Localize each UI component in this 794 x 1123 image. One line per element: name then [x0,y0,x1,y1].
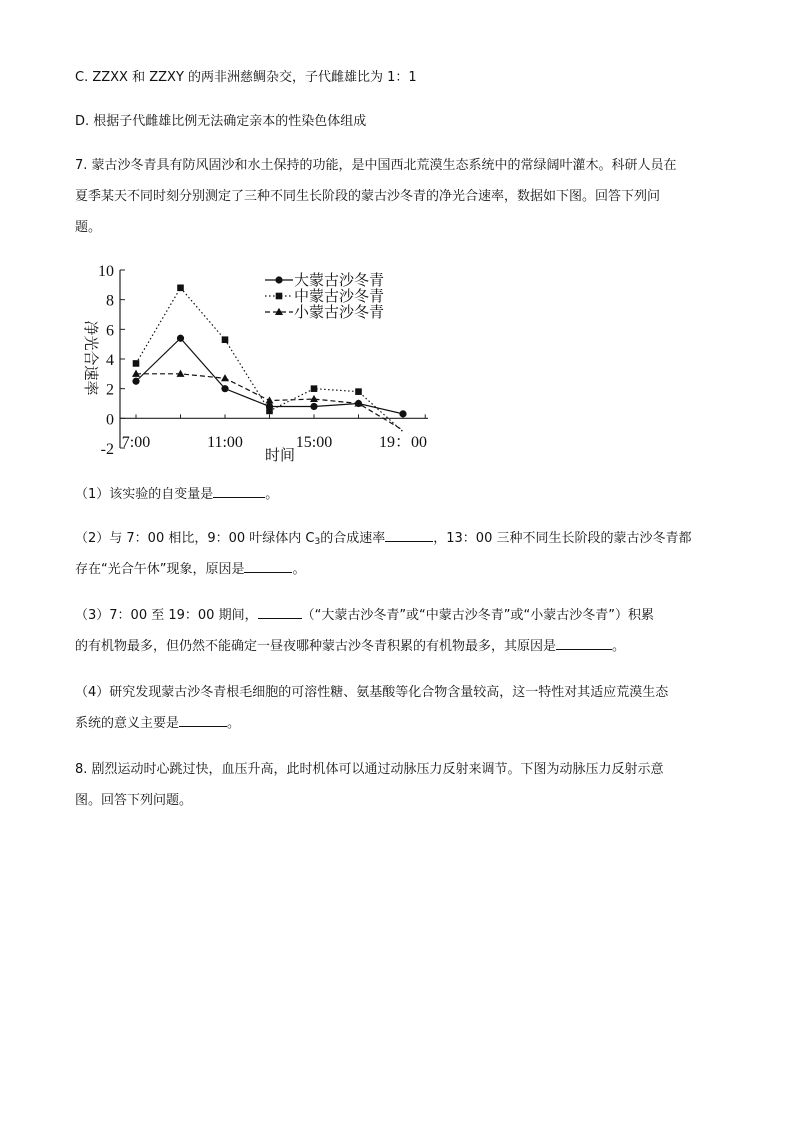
question-8-line-1: 8. 剧烈运动时心跳过快，血压升高，此时机体可以通过动脉压力反射来调节。下图为动脉压力反射示意 [75,762,664,777]
data-point [355,388,362,395]
y-tick-label: 2 [106,381,114,399]
legend-label: 大蒙古沙冬青 [294,271,385,289]
y-tick-label: 10 [98,263,114,280]
question-7-line-2: 夏季某天不同时刻分别测定了三种不同生长阶段的蒙古沙冬青的净光合速率，数据如下图。回答下列问 [75,189,661,204]
answer-blank-1[interactable] [213,483,265,498]
sub-question-4-text-b: 。 [227,716,241,731]
option-c [75,62,720,93]
legend-marker [275,308,283,315]
sub-question-3-line-2 [75,631,720,662]
sub-question-2-text-c: ，13：00 三种不同生长阶段的蒙古沙冬青都 [433,531,692,546]
x-tick-label: 11:00 [207,434,243,452]
data-point [177,285,184,292]
sub-question-3-text-b: （“大蒙古沙冬青”或“中蒙古沙冬青”或“小蒙古沙冬青”）积累 [301,608,654,623]
series-3 [132,370,403,431]
answer-blank-4[interactable] [179,712,227,727]
y-tick-label: 6 [106,322,114,340]
answer-blank-2b[interactable] [244,558,292,573]
sub-question-2-text-e: 。 [292,562,306,577]
question-8-line-2: 图。回答下列问题。 [75,793,193,808]
answer-blank-3a[interactable] [258,604,302,619]
data-point [132,378,139,385]
question-7-line-3: 题。 [75,220,102,235]
sub-question-2-line-1 [75,523,720,554]
legend-marker [275,276,282,283]
data-point [266,396,274,403]
option-c-text: C. ZZXX 和 ZZXY 的两非洲慈鲷杂交，子代雌雄比为 1：1 [75,70,417,85]
x-tick-label: 19：00 [378,434,428,452]
data-point [310,395,318,402]
sub-question-1-text: （1）该实验的自变量是 [75,487,214,502]
sub-question-4-line-1: （4）研究发现蒙古沙冬青根毛细胞的可溶性糖、氨基酸等化合物含量较高，这一特性对其适应荒漠生态 [75,685,669,700]
data-point [222,336,229,343]
answer-blank-2a[interactable] [385,527,433,542]
option-d-text: D. 根据子代雌雄比例无法确定亲本的性染色体组成 [75,114,367,129]
legend-label: 小蒙古沙冬青 [294,303,385,321]
data-point [311,385,318,392]
data-point [177,335,184,342]
data-point [221,374,229,381]
sub-question-1-end: 。 [265,487,279,502]
y-tick-label: -2 [100,441,114,458]
sub-question-2-text-d: 存在“光合午休”现象，原因是 [75,562,245,577]
answer-blank-3b[interactable] [556,635,612,650]
sub-question-2 [75,523,720,585]
sub-question-4 [75,677,720,739]
sub-question-3-line-1 [75,600,720,631]
net-photosynthesis-chart [80,255,440,470]
data-point [221,385,228,392]
data-point [133,360,140,367]
c3-subscript: 3 [314,537,321,547]
legend-marker [276,293,283,300]
y-tick-label: 0 [106,411,114,429]
data-point [310,403,317,410]
sub-question-4-text-a: 系统的意义主要是 [75,716,180,731]
sub-question-3-text-c: 的有机物最多，但仍然不能确定一昼夜哪种蒙古沙冬青积累的有机物最多，其原因是 [75,639,557,654]
sub-question-2-text-b: 的合成速率 [320,531,386,546]
question-7-stem [75,150,720,243]
y-tick-label: 8 [106,292,114,310]
x-axis-label: 时间 [264,446,296,464]
sub-question-3 [75,600,720,662]
sub-question-2-line-2 [75,554,720,585]
sub-question-1 [75,479,720,510]
sub-question-2-text-a: （2）与 7：00 相比，9：00 叶绿体内 C [75,531,315,546]
sub-question-4-line-2 [75,708,720,739]
x-tick-label: 7:00 [121,434,151,452]
data-point [266,408,273,415]
y-axis-label: 净光合速率 [82,320,100,396]
legend-label: 中蒙古沙冬青 [294,287,385,305]
legend [265,271,384,321]
question-8-stem [75,754,720,816]
option-d [75,106,720,137]
series-1 [132,335,406,418]
question-7-line-1: 7. 蒙古沙冬青具有防风固沙和水土保持的功能，是中国西北荒漠生态系统中的常绿阔叶灌木。科研人员在 [75,158,677,173]
y-tick-label: 4 [106,352,114,369]
sub-question-3-text-a: （3）7：00 至 19：00 期间， [75,608,258,623]
sub-question-3-text-d: 。 [612,639,626,654]
data-point [399,410,406,417]
x-tick-label: 15:00 [295,434,333,452]
